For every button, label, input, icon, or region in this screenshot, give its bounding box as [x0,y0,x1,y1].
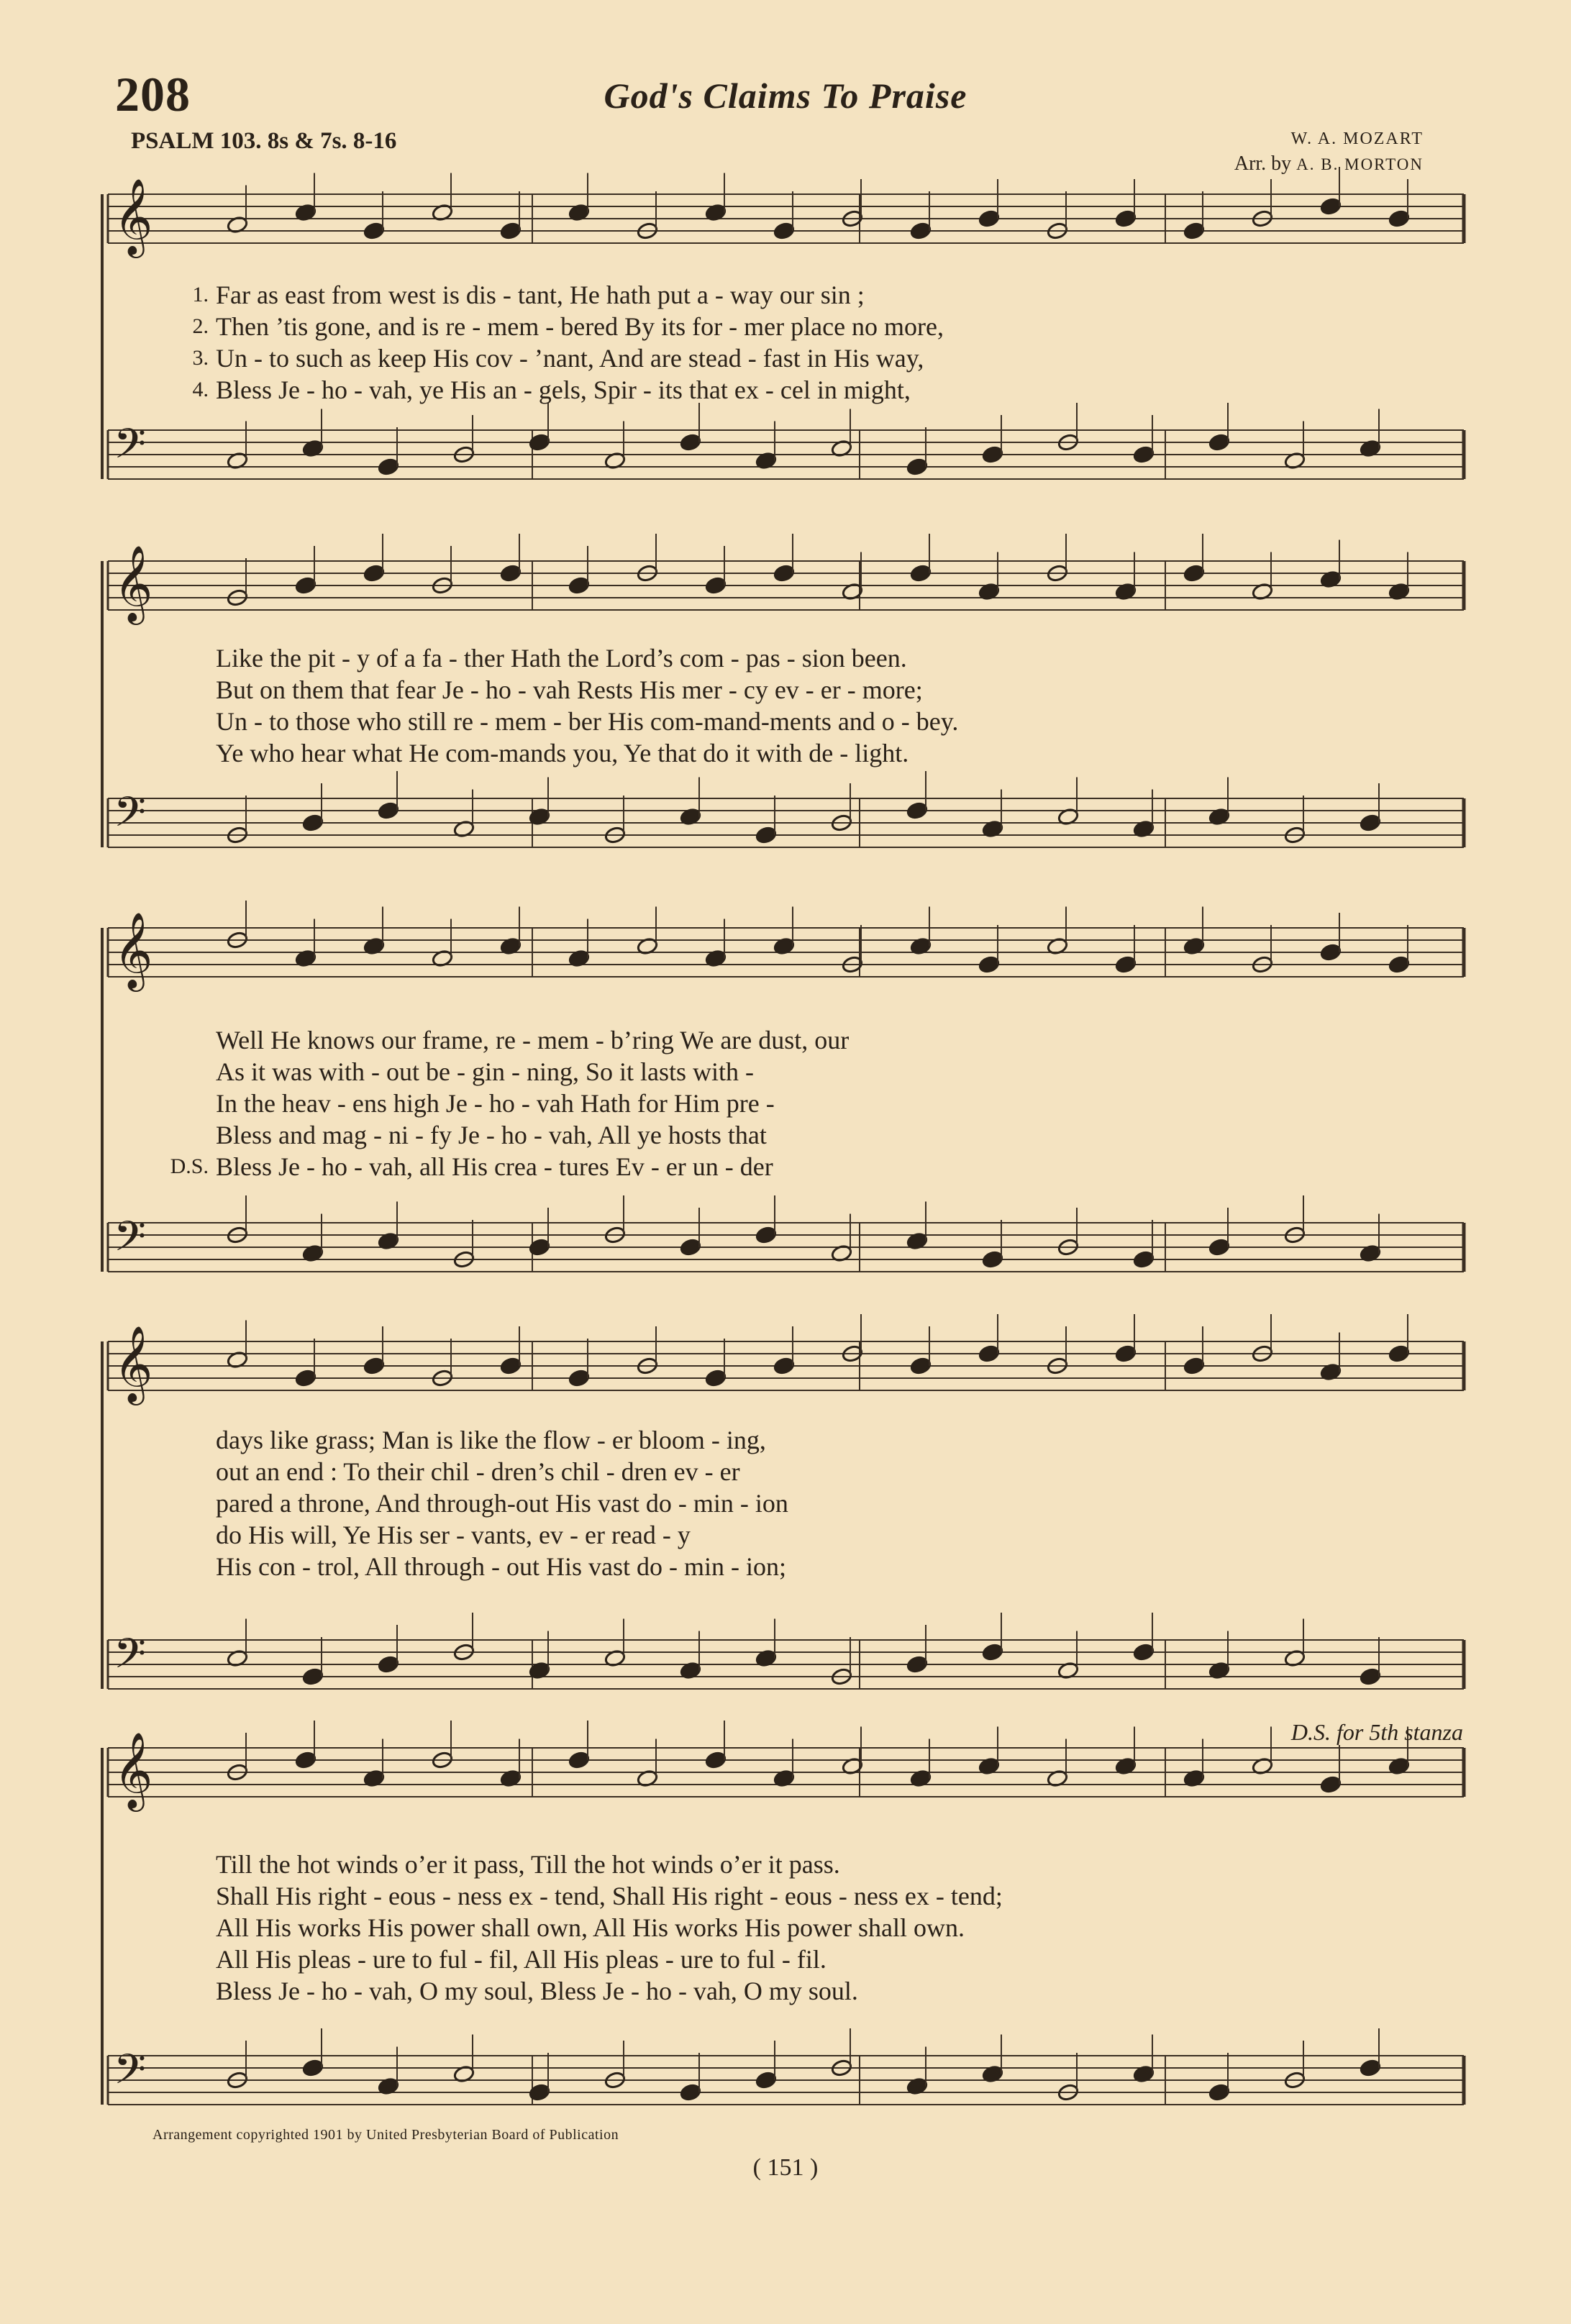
note-head [1208,433,1231,452]
note-head [302,814,324,832]
note-head [1115,209,1137,228]
note-head [1208,2083,1231,2102]
note-head [910,222,932,240]
lyric-line [108,1456,1431,1487]
lyric-text: His con - trol, All through - out His vast do - min - ion; [216,1552,786,1581]
note-head [363,1357,386,1375]
note-head [1133,1250,1155,1269]
lyric-line [108,642,1431,674]
lyric-line [108,1151,1431,1182]
note-head [1360,814,1382,832]
composer: W. A. MOZART [1290,129,1424,148]
note-head [755,2071,778,2090]
note-head [978,1344,1001,1363]
lyric-text: As it was with - out be - gin - ning, So it lasts with - [216,1057,754,1086]
note-head [773,1357,796,1375]
lyric-text: pared a throne, And through-out His vast do - min - ion [216,1489,788,1518]
note-head [910,564,932,583]
note-head [910,1357,932,1375]
bass-clef-icon: 𝄢 [114,1629,147,1688]
note-head [773,222,796,240]
note-head [1183,222,1206,240]
note-head [773,564,796,583]
treble-clef-icon: 𝄞 [114,911,153,988]
lyric-text: out an end : To their chil - dren’s chil - dren ev - er [216,1457,740,1486]
bass-clef-icon: 𝄢 [114,788,147,847]
bass-clef-icon: 𝄢 [114,2045,147,2104]
note-head [755,826,778,844]
arranger-prefix: Arr. by [1234,152,1292,175]
bass-clef-icon: 𝄢 [114,1212,147,1271]
note-head [1208,1238,1231,1257]
lyric-text: All His works His power shall own, All His works His power shall own. [216,1913,965,1942]
note-head [680,2083,702,2102]
lyric-line [108,1551,1431,1582]
note-head [1320,1775,1342,1794]
note-head [1183,564,1206,583]
page-number: ( 151 ) [752,2154,819,2181]
lyric-text: Bless and mag - ni - fy Je - ho - vah, All ye hosts that [216,1121,767,1149]
note-head [363,564,386,583]
note-head [295,576,317,595]
note-head [500,1357,522,1375]
note-head [1388,209,1411,228]
note-head [302,1667,324,1686]
lyric-line [108,1119,1431,1151]
note-head [982,445,1004,464]
treble-clef-icon: 𝄞 [114,178,153,255]
hymn-number: 208 [115,67,191,122]
lyric-text: But on them that fear Je - ho - vah Rests His mer - cy ev - er - more; [216,675,923,704]
lyric-line [108,706,1431,737]
note-head [705,576,727,595]
note-head [705,1369,727,1387]
note-head [1115,1344,1137,1363]
note-head [1320,943,1342,962]
lyric-line [108,674,1431,706]
ds-instruction: D.S. for 5th stanza [1290,1719,1463,1745]
lyric-line [108,1975,1431,2007]
note-head [568,576,591,595]
lyrics-system-1 [108,279,1431,406]
ds-label: D.S. [170,1154,209,1178]
note-head [568,1751,591,1769]
arranger-name: A. B. MORTON [1296,155,1424,173]
note-head [1183,1357,1206,1375]
note-head [1133,1643,1155,1662]
lyrics-system-3 [108,1024,1431,1182]
lyric-line [108,1056,1431,1088]
lyric-text: Bless Je - ho - vah, all His crea - tures Ev - er un - der [216,1152,773,1181]
note-head [378,801,400,820]
bass-clef-icon: 𝄢 [114,419,147,478]
lyrics-system-4 [108,1424,1431,1582]
note-head [982,1250,1004,1269]
lyric-text: All His pleas - ure to ful - fil, All His pleas - ure to ful - fil. [216,1945,827,1974]
lyric-text: Un - to such as keep His cov - ’nant, And are stead - fast in His way, [216,344,924,373]
lyric-line [108,342,1431,374]
note-head [906,801,929,820]
stanza-number: 1. [192,283,209,306]
lyric-text: Shall His right - eous - ness ex - tend, Shall His right - eous - ness ex - tend; [216,1882,1003,1910]
note-head [1360,2059,1382,2077]
note-head [1388,1344,1411,1363]
note-head [680,1238,702,1257]
note-head [755,1226,778,1244]
stanza-number: 3. [192,346,209,370]
lyric-text: Well He knows our frame, re - mem - b’ring We are dust, our [216,1026,850,1054]
lyric-line [108,1943,1431,1975]
note-head [568,1369,591,1387]
note-head [295,1751,317,1769]
lyrics-system-5 [108,1849,1431,2007]
lyric-text: Ye who hear what He com-mands you, Ye that do it with de - light. [216,739,909,767]
lyric-line [108,1912,1431,1943]
note-head [363,222,386,240]
note-head [500,222,522,240]
note-head [1320,197,1342,216]
note-head [500,564,522,583]
lyric-text: Bless Je - ho - vah, O my soul, Bless Je - ho - vah, O my soul. [216,1977,858,2005]
hymn-title: God's Claims To Praise [604,76,967,116]
meter-line: PSALM 103. 8s & 7s. 8-16 [131,128,397,154]
lyric-text: Then ’tis gone, and is re - mem - bered By its for - mer place no more, [216,312,944,341]
lyric-line [108,311,1431,342]
note-head [1115,955,1137,974]
note-head [1388,955,1411,974]
lyric-text: Bless Je - ho - vah, ye His an - gels, Spir - its that ex - cel in might, [216,375,911,404]
stanza-number: 4. [192,378,209,401]
note-head [705,1751,727,1769]
lyrics-system-2 [108,642,1431,769]
lyric-text: do His will, Ye His ser - vants, ev - er read - y [216,1521,691,1549]
treble-clef-icon: 𝄞 [114,1731,153,1808]
stanza-number: 2. [192,314,209,338]
lyric-text: Till the hot winds o’er it pass, Till the hot winds o’er it pass. [216,1850,840,1879]
note-head [982,1643,1004,1662]
note-head [978,955,1001,974]
lyric-text: Like the pit - y of a fa - ther Hath the Lord’s com - pas - sion been. [216,644,907,673]
lyric-text: In the heav - ens high Je - ho - vah Hath for Him pre - [216,1089,775,1118]
copyright-notice: Arrangement copyrighted 1901 by United Presbyterian Board of Publication [152,2127,619,2143]
note-head [906,457,929,476]
lyric-line [108,374,1431,406]
note-head [906,1655,929,1674]
note-head [1360,1667,1382,1686]
lyric-text: days like grass; Man is like the flow - er bloom - ing, [216,1426,766,1454]
lyric-line [108,1487,1431,1519]
note-head [1133,445,1155,464]
lyric-line [108,1880,1431,1912]
lyric-line [108,1088,1431,1119]
lyric-line [108,1024,1431,1056]
note-head [295,1369,317,1387]
lyric-line [108,737,1431,769]
lyric-line [108,1519,1431,1551]
lyric-line [108,1424,1431,1456]
note-head [978,209,1001,228]
lyric-text: Far as east from west is dis - tant, He hath put a - way our sin ; [216,281,865,309]
lyric-line [108,1849,1431,1880]
note-head [302,2059,324,2077]
lyric-line [108,279,1431,311]
treble-clef-icon: 𝄞 [114,1325,153,1402]
note-head [680,433,702,452]
treble-clef-icon: 𝄞 [114,544,153,621]
note-head [378,1655,400,1674]
lyric-text: Un - to those who still re - mem - ber His com-mand-ments and o - bey. [216,707,959,736]
note-head [378,457,400,476]
